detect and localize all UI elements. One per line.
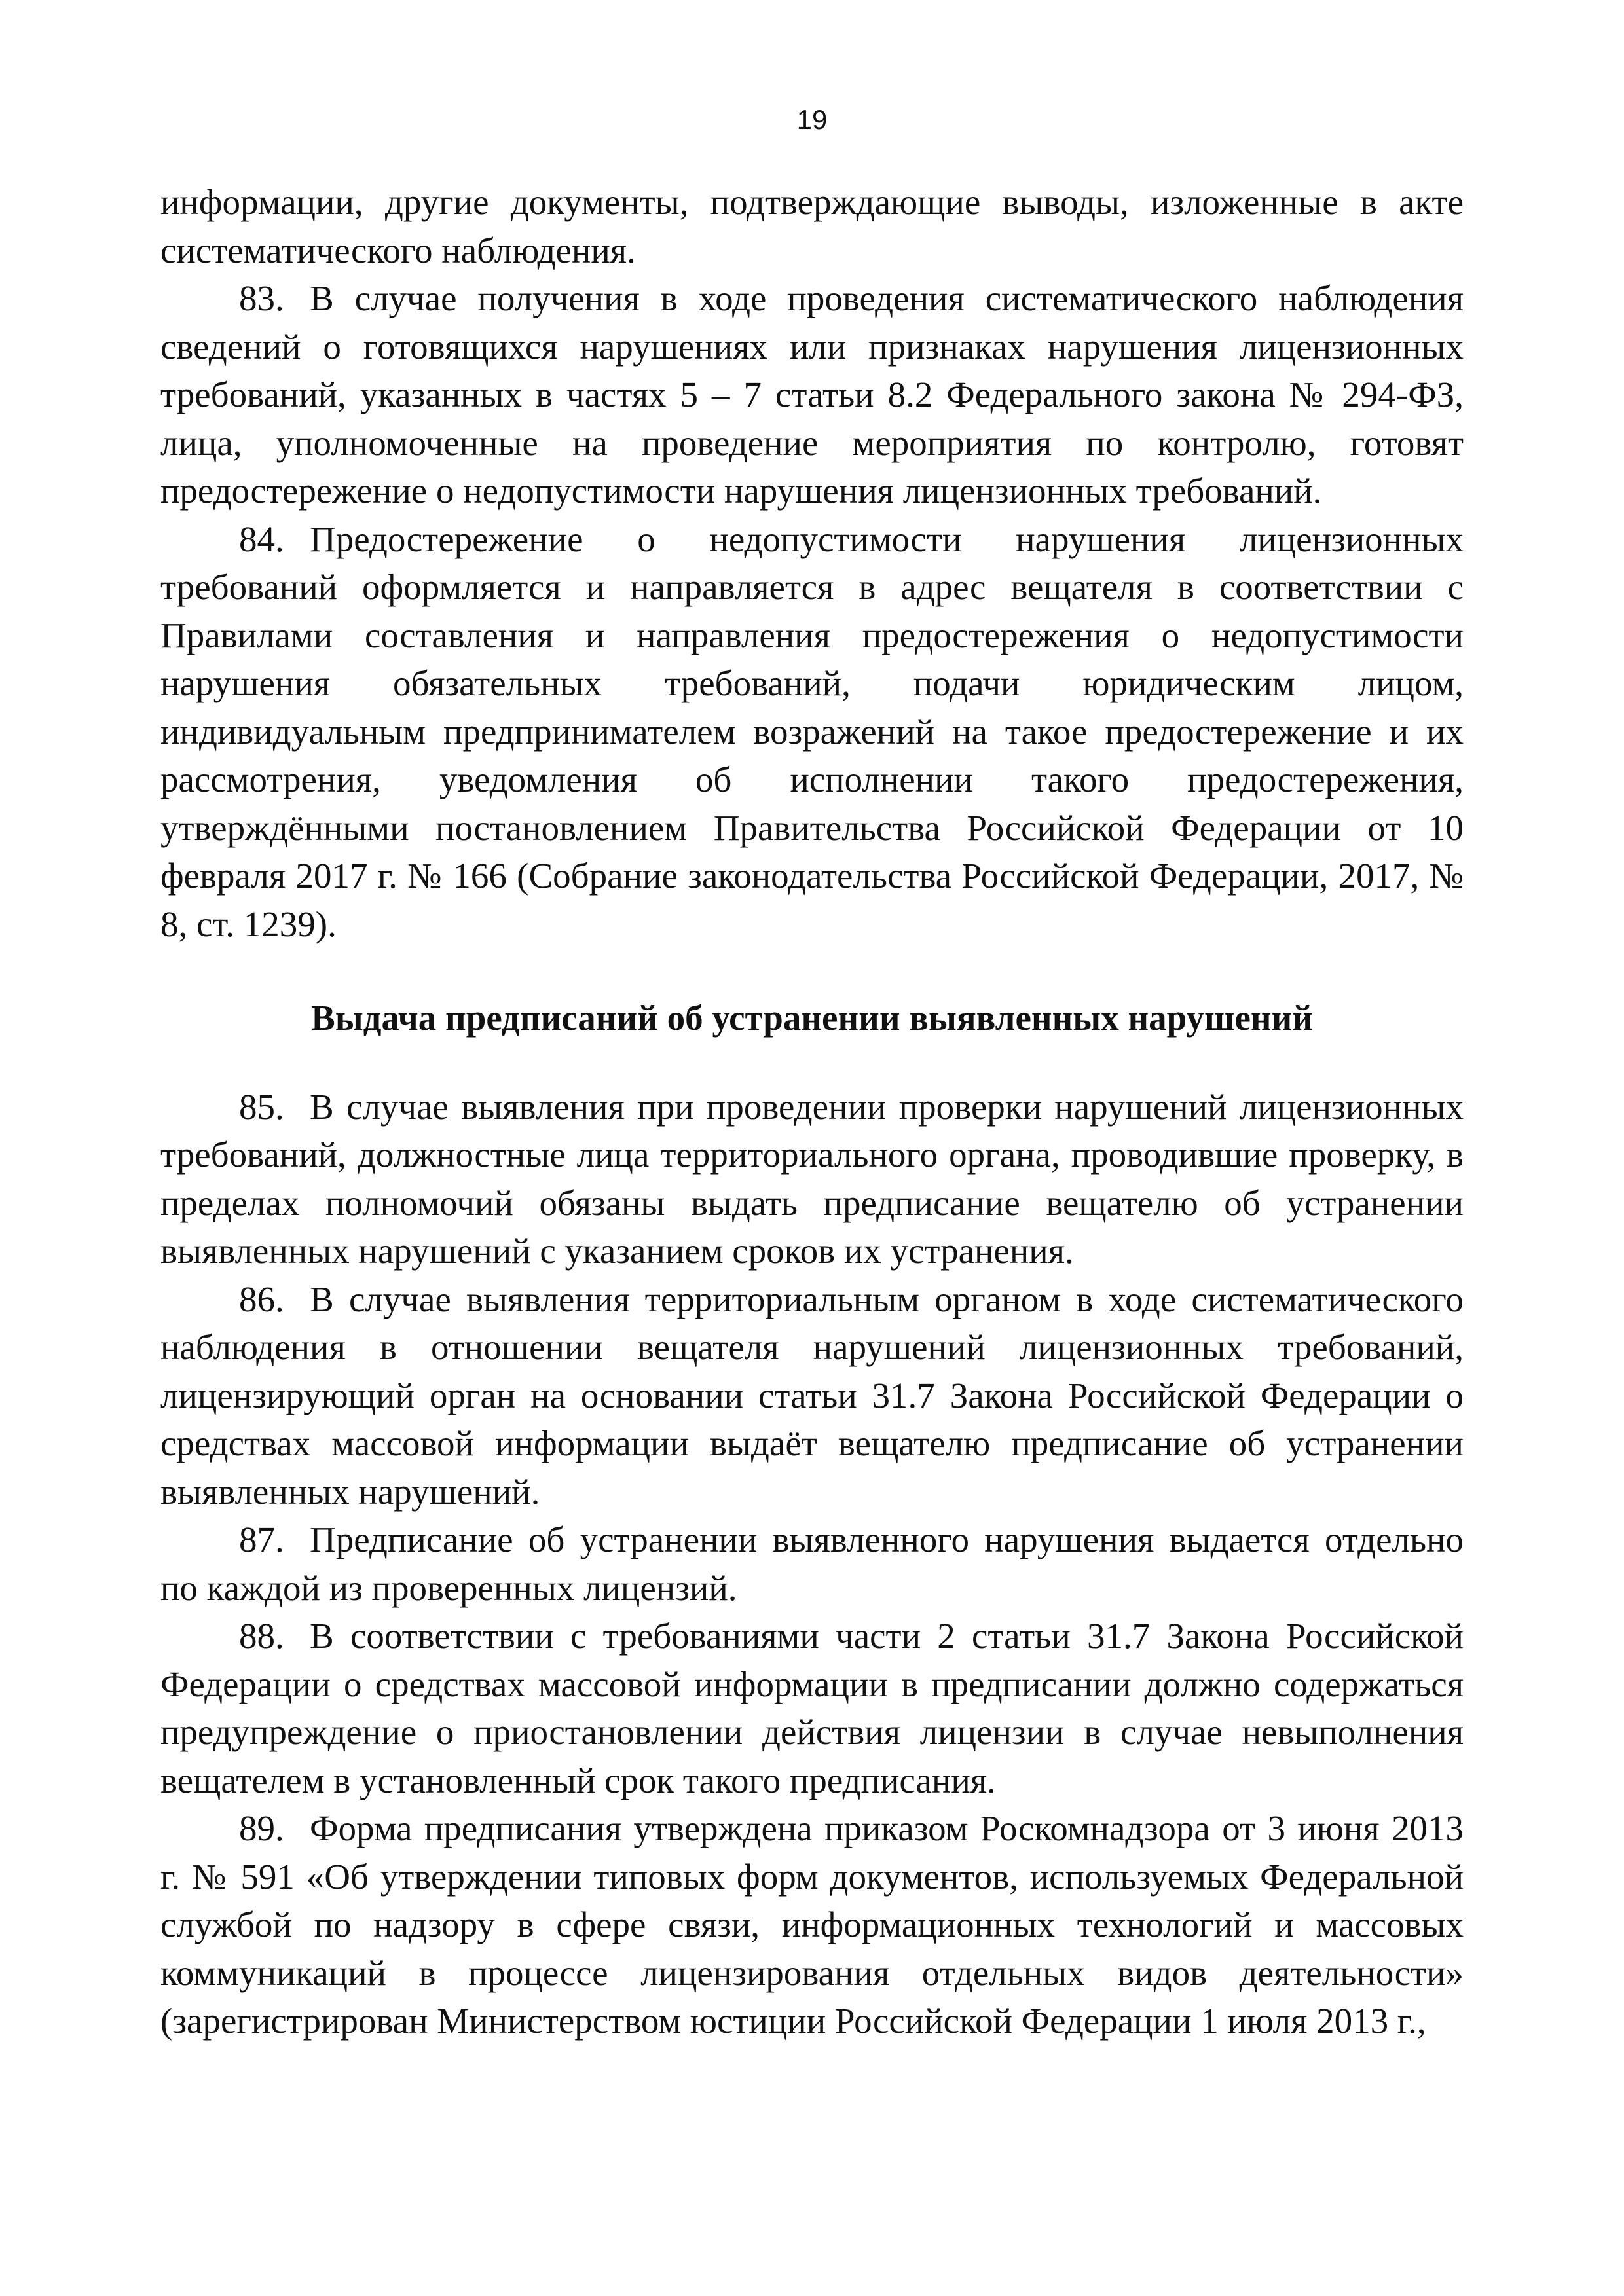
paragraph-text: В соответствии с требованиями части 2 статьи 31.7 Закона Российской Федерации о средствах массовой информации в предписании должно содержаться предупреждение о приостановлении действия лицензии в случае невыполнения вещателем в установленный срок такого предписания. <box>160 1616 1464 1800</box>
paragraph-85 <box>160 1083 1464 1275</box>
paragraph-text: В случае выявления при проведении проверки нарушений лицензионных требований, должностные лица территориального органа, проводившие проверку, в пределах полномочий обязаны выдать предписание вещателю об устранении выявленных нарушений с указанием сроков их устранения. <box>160 1086 1464 1271</box>
paragraph-number: 88. <box>239 1616 284 1656</box>
paragraph-number: 84. <box>239 519 284 559</box>
paragraph-number: 83. <box>239 278 284 318</box>
paragraph-text: В случае выявления территориальным органом в ходе систематического наблюдения в отношении вещателя нарушений лицензионных требований, лицензирующий орган на основании статьи 31.7 Закона Российской Федерации о средствах массовой информации выдаёт вещателю предписание об устранении выявленных нарушений. <box>160 1279 1464 1512</box>
paragraph-text: Предписание об устранении выявленного нарушения выдается отдельно по каждой из проверенных лицензий. <box>160 1520 1464 1608</box>
paragraph-continuation <box>160 178 1464 274</box>
paragraph-number: 85. <box>239 1086 284 1127</box>
paragraph-number: 86. <box>239 1279 284 1319</box>
page-number: 19 <box>796 104 828 135</box>
paragraph-text: В случае получения в ходе проведения систематического наблюдения сведений о готовящихся нарушениях или признаках нарушения лицензионных требований, указанных в частях 5 – 7 статьи 8.2 Федерального закона № 294-ФЗ, лица, уполномоченные на проведение мероприятия по контролю, готовят предостережение о недопустимости нарушения лицензионных требований. <box>160 278 1464 511</box>
paragraph-88 <box>160 1612 1464 1804</box>
paragraph-89 <box>160 1804 1464 2045</box>
paragraph-86 <box>160 1275 1464 1516</box>
paragraph-87 <box>160 1516 1464 1612</box>
section-heading: Выдача предписаний об устранении выявленных нарушений <box>311 998 1313 1038</box>
paragraph-83 <box>160 274 1464 515</box>
paragraph-text: Предостережение о недопустимости нарушения лицензионных требований оформляется и направляется в адрес вещателя в соответствии с Правилами составления и направления предостережения о недопустимости нарушения обязательных требований, подачи юридическим лицом, индивидуальным предпринимателем возражений на такое предостережение и их рассмотрения, уведомления об исполнении такого предостережения, утверждёнными постановлением Правительства Российской Федерации от 10 февраля 2017 г. № 166 (Собрание законодательства Российской Федерации, 2017, № 8, ст. 1239). <box>160 519 1464 944</box>
paragraph-text: информации, другие документы, подтверждающие выводы, изложенные в акте систематического наблюдения. <box>160 182 1464 270</box>
document-body <box>160 178 1464 2045</box>
paragraph-number: 87. <box>239 1520 284 1559</box>
paragraph-84 <box>160 515 1464 949</box>
paragraph-text: Форма предписания утверждена приказом Роскомнадзора от 3 июня 2013 г. № 591 «Об утверждении типовых форм документов, используемых Федеральной службой по надзору в сфере связи, информационных технологий и массовых коммуникаций в процессе лицензирования отдельных видов деятельности» (зарегистрирован Министерством юстиции Российской Федерации 1 июля 2013 г., <box>160 1808 1464 2041</box>
paragraph-number: 89. <box>239 1808 284 1848</box>
